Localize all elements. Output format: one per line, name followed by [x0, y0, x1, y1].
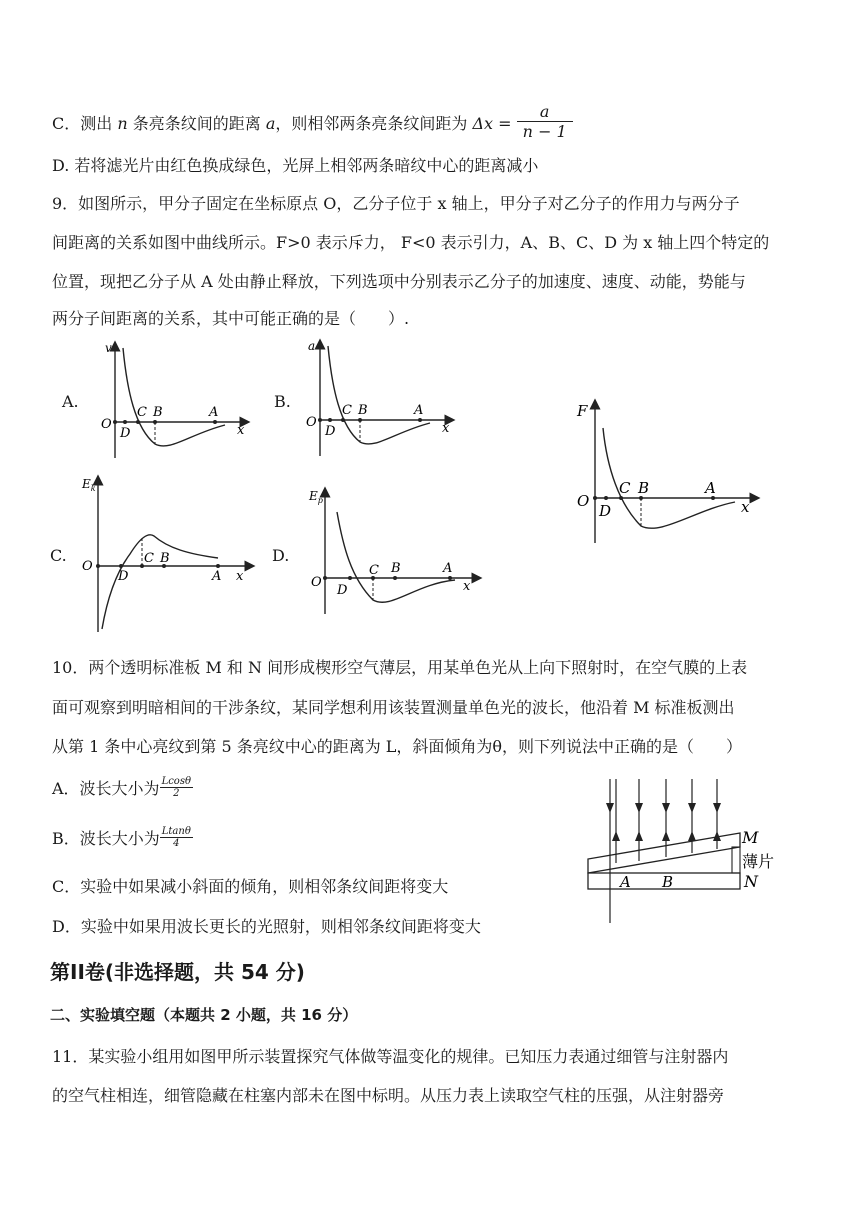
- fig-b-label: B: [662, 873, 674, 891]
- q10-option-c: C．实验中如果减小斜面的倾角，则相邻条纹间距将变大: [52, 877, 449, 896]
- q10-option-a: A．波长大小为 $\frac{Lcos\theta}{2}$: [52, 776, 191, 799]
- fig-a-label: A: [620, 873, 631, 891]
- axis-label-v: v: [105, 341, 112, 355]
- fig-m-label: M: [742, 828, 759, 847]
- pt-a-label: A: [212, 569, 222, 584]
- q10-wedge-figure: [580, 775, 795, 925]
- q9-option-d-label: D.: [272, 546, 290, 565]
- pt-d-label: D: [325, 424, 336, 439]
- axis-label-ep: $E_p$: [309, 489, 323, 505]
- pt-a-label: A: [443, 561, 453, 576]
- q8-option-c: C．测出 n 条亮条纹间的距离 a，则相邻两条亮条纹间距为 Δx = $\frac{a}{n - 1}$: [52, 105, 573, 144]
- pt-a-label: A: [705, 479, 716, 497]
- q9-graph-d: [305, 486, 485, 616]
- q10-line-3: 从第 1 条中心亮纹到第 5 条亮纹中心的距离为 L，斜面倾角为θ，则下列说法中正确的是（ ）: [52, 737, 743, 756]
- q9-line-2: 间距离的关系如图中曲线所示。F>0 表示斥力， F<0 表示引力，A、B、C、D 为 x 轴上四个特定的: [52, 233, 770, 252]
- pt-c-label: C: [369, 563, 379, 578]
- q8-formula-lhs: Δx =: [472, 114, 512, 133]
- axis-x-label: x: [741, 498, 750, 516]
- q10-a-fraction: $\frac{Lcos\theta}{2}$: [161, 776, 191, 799]
- q9-graph-b: [300, 338, 460, 463]
- q8-c-label: C．: [52, 114, 81, 133]
- axis-x-label: x: [236, 569, 244, 584]
- q10-option-d: D．实验中如果用波长更长的光照射，则相邻条纹间距将变大: [52, 917, 481, 936]
- pt-b-label: B: [153, 405, 163, 420]
- axis-x-label: x: [442, 421, 450, 436]
- q8-formula-fraction: $\frac{a}{n - 1}$: [517, 102, 573, 141]
- q10-line-1: 10．两个透明标准板 M 和 N 间形成楔形空气薄层，用某单色光从上向下照射时，在空气膜的上表: [52, 658, 748, 677]
- pt-b-label: B: [391, 561, 401, 576]
- q8-option-d: D. 若将滤光片由红色换成绿色，光屏上相邻两条暗纹中心的距离减小: [52, 156, 539, 175]
- pt-a-label: A: [414, 403, 424, 418]
- part2-title: 第II卷(非选择题，共 54 分): [50, 960, 305, 984]
- q9-graph-a: [95, 340, 255, 465]
- axis-x-label: x: [237, 423, 245, 438]
- q10-b-fraction: $\frac{Ltan\theta}{4}$: [161, 826, 191, 849]
- origin-label: O: [82, 559, 93, 574]
- pt-c-label: C: [619, 479, 631, 497]
- pt-d-label: D: [337, 583, 348, 598]
- q9-option-b-label: B.: [274, 392, 291, 411]
- origin-label: O: [311, 575, 322, 590]
- pt-a-label: A: [209, 405, 219, 420]
- q9-line-3: 位置，现把乙分子从 A 处由静止释放，下列选项中分别表示乙分子的加速度、速度、动能，势能与: [52, 272, 746, 291]
- q11-line-1: 11．某实验小组用如图甲所示装置探究气体做等温变化的规律。已知压力表通过细管与注射器内: [52, 1047, 729, 1066]
- pt-b-label: B: [160, 551, 170, 566]
- pt-c-label: C: [137, 405, 147, 420]
- q9-line-1: 9．如图所示，甲分子固定在坐标原点 O，乙分子位于 x 轴上，甲分子对乙分子的作用力与两分子: [52, 194, 740, 213]
- pt-d-label: D: [599, 502, 612, 520]
- axis-label-ek: $E_k$: [82, 477, 96, 493]
- q9-main-force-graph: [575, 398, 765, 548]
- q11-line-2: 的空气柱相连，细管隐藏在柱塞内部未在图中标明。从压力表上读取空气柱的压强，从注射器旁: [52, 1086, 725, 1105]
- origin-label: O: [577, 492, 590, 510]
- origin-label: O: [306, 415, 317, 430]
- axis-x-label: x: [463, 579, 471, 594]
- pt-d-label: D: [118, 569, 129, 584]
- fig-n-label: N: [744, 872, 758, 891]
- q9-option-a-label: A.: [62, 392, 79, 411]
- pt-c-label: C: [144, 551, 154, 566]
- pt-b-label: B: [638, 479, 650, 497]
- origin-label: O: [101, 417, 112, 432]
- axis-label-a: a: [308, 339, 316, 353]
- q9-option-c-label: C.: [50, 546, 67, 565]
- axis-label-f: F: [577, 402, 588, 420]
- fig-film-label: 薄片: [742, 852, 775, 871]
- pt-d-label: D: [120, 426, 131, 441]
- q10-option-b: B．波长大小为 $\frac{Ltan\theta}{4}$: [52, 826, 191, 849]
- part2-subtitle: 二、实验填空题（本题共 2 小题，共 16 分）: [50, 1006, 358, 1024]
- q10-line-2: 面可观察到明暗相间的干涉条纹，某同学想利用该装置测量单色光的波长，他沿着 M 标准板测出: [52, 698, 735, 717]
- pt-b-label: B: [358, 403, 368, 418]
- q9-line-4: 两分子间距离的关系，其中可能正确的是（ ）.: [52, 309, 410, 328]
- pt-c-label: C: [342, 403, 352, 418]
- q9-graph-c: [78, 474, 258, 634]
